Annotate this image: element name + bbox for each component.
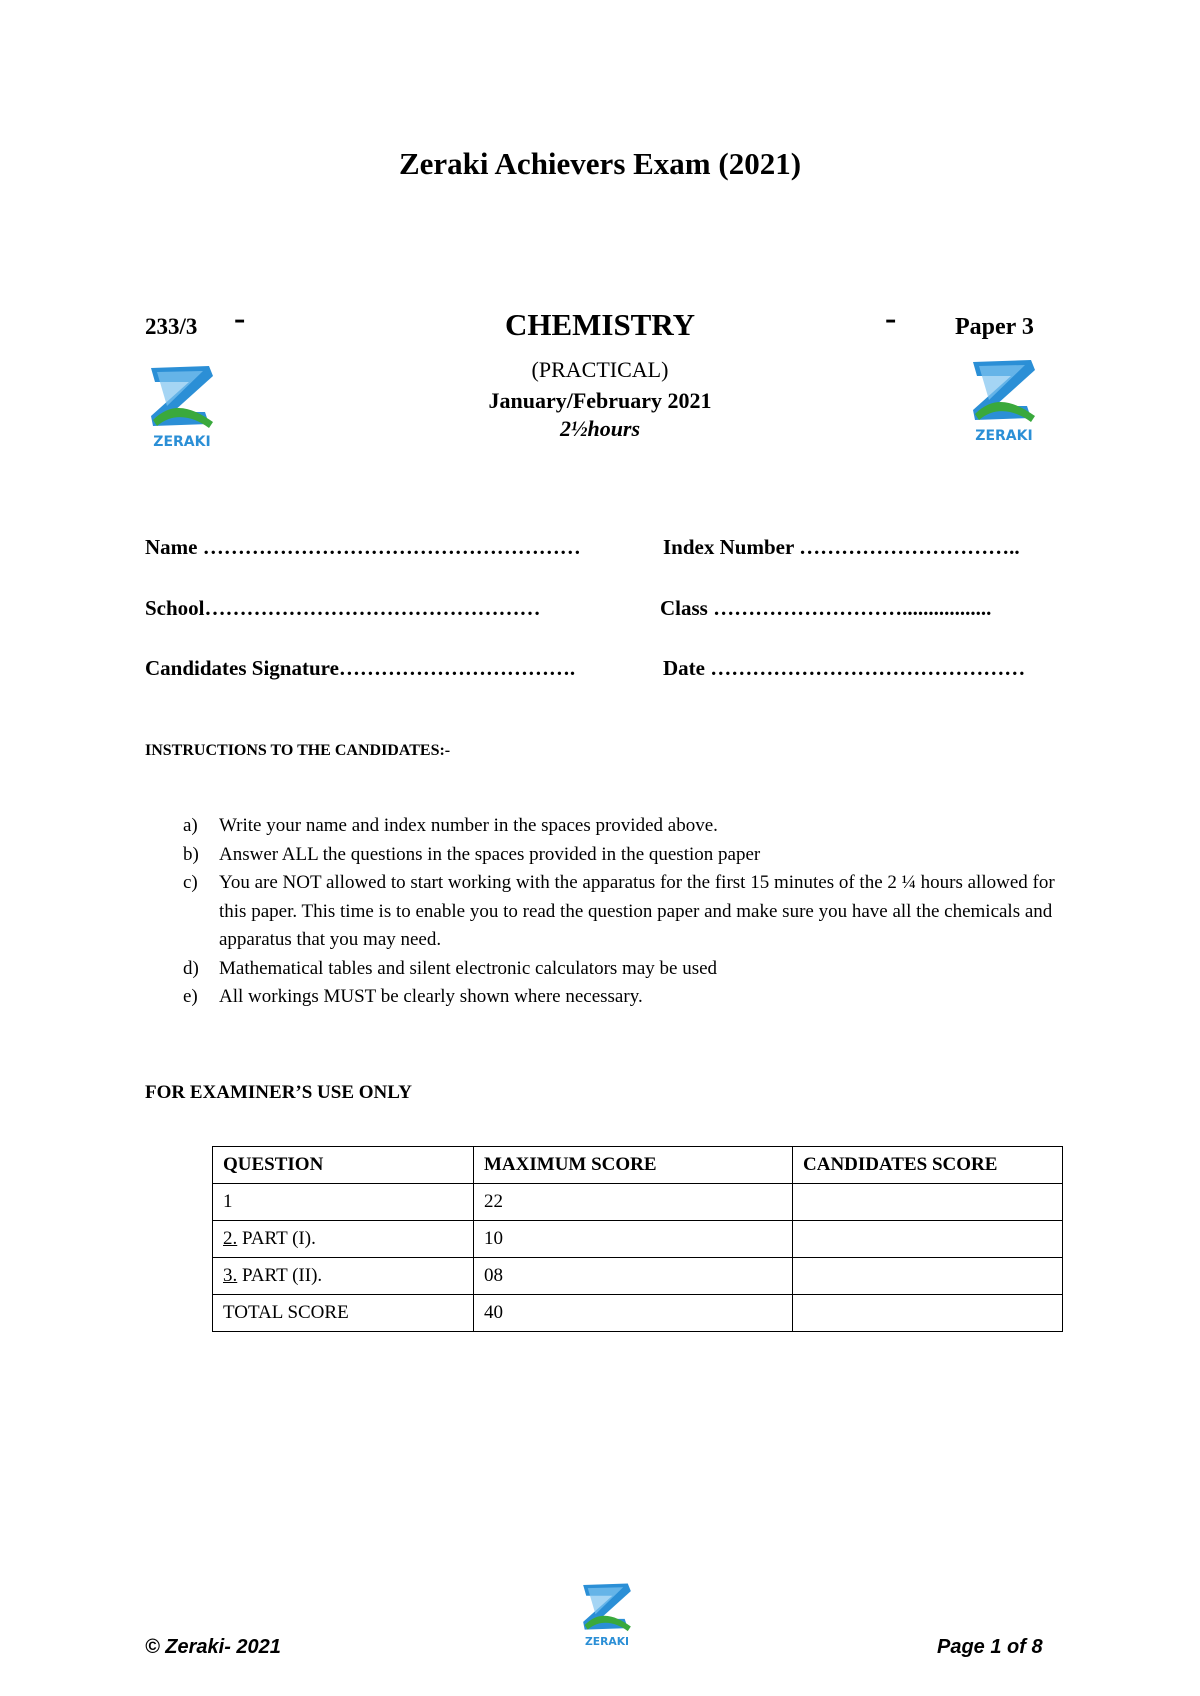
exam-title: Zeraki Achievers Exam (2021) bbox=[398, 146, 802, 181]
exam-duration: 2½hours bbox=[559, 416, 641, 441]
question-cell bbox=[213, 1221, 474, 1258]
copyright: © Zeraki- 2021 bbox=[145, 1636, 281, 1658]
table-row bbox=[213, 1258, 1063, 1295]
item-letter: e) bbox=[183, 986, 198, 1007]
item-text: Write your name and index number in the spaces provided above. bbox=[219, 815, 718, 836]
item-text: Answer ALL the questions in the spaces provided in the question paper bbox=[219, 843, 761, 865]
paper-code: 233/3 bbox=[145, 314, 198, 339]
candidate-score-cell[interactable] bbox=[793, 1258, 1063, 1295]
list-item bbox=[183, 955, 1063, 984]
list-item bbox=[183, 841, 1063, 870]
logo-text: ZERAKI bbox=[153, 434, 211, 450]
max-score-cell: 40 bbox=[474, 1295, 793, 1332]
max-score-cell: 22 bbox=[474, 1184, 793, 1221]
max-score-cell: 08 bbox=[474, 1258, 793, 1295]
table-row bbox=[213, 1221, 1063, 1258]
question-cell bbox=[213, 1295, 474, 1332]
question-part: PART (II). bbox=[237, 1265, 323, 1286]
separator-dash: - bbox=[885, 300, 897, 337]
column-header: CANDIDATES SCORE bbox=[793, 1147, 1063, 1184]
item-letter: d) bbox=[183, 957, 199, 979]
instructions-heading: INSTRUCTIONS TO THE CANDIDATES:- bbox=[145, 742, 451, 759]
candidate-score-cell[interactable] bbox=[793, 1184, 1063, 1221]
signature-field[interactable]: Candidates Signature……………………………. bbox=[145, 656, 576, 680]
logo-text: ZERAKI bbox=[584, 1635, 630, 1648]
examiner-heading: FOR EXAMINER’S USE ONLY bbox=[145, 1082, 412, 1103]
candidate-score-cell[interactable] bbox=[793, 1295, 1063, 1332]
item-letter: c) bbox=[183, 872, 198, 893]
class-field[interactable]: Class ………………………................. bbox=[660, 596, 992, 620]
paper-number: Paper 3 bbox=[955, 314, 1034, 340]
page-number: Page 1 of 8 bbox=[937, 1636, 1043, 1658]
zeraki-logo bbox=[965, 356, 1043, 446]
question-number: TOTAL SCORE bbox=[223, 1302, 349, 1323]
logo-text: ZERAKI bbox=[975, 428, 1033, 444]
score-table bbox=[212, 1146, 1063, 1332]
item-text: Mathematical tables and silent electronic calculators may be used bbox=[219, 957, 718, 979]
list-item bbox=[183, 983, 1063, 1012]
table-row bbox=[213, 1184, 1063, 1221]
column-header: QUESTION bbox=[213, 1147, 474, 1184]
school-field[interactable]: School………………………………………… bbox=[145, 596, 541, 620]
table-header-row bbox=[213, 1147, 1063, 1184]
index-number-field[interactable]: Index Number ………………………….. bbox=[663, 535, 1020, 559]
instructions-list bbox=[183, 812, 1063, 1012]
zeraki-logo bbox=[577, 1580, 637, 1650]
question-number: 3. bbox=[223, 1265, 238, 1286]
question-part: PART (I). bbox=[237, 1228, 316, 1249]
list-item bbox=[183, 869, 1063, 955]
question-cell bbox=[213, 1258, 474, 1295]
date-field[interactable]: Date ……………………………………… bbox=[663, 656, 1026, 680]
candidate-score-cell[interactable] bbox=[793, 1221, 1063, 1258]
item-text: You are NOT allowed to start working with the apparatus for the first 15 minutes of the 2 ¼ hours allowed for this paper. This time is to enable you to read the question paper and make sure you have all the chemicals and apparatus that you may need. bbox=[219, 872, 1055, 950]
list-item bbox=[183, 812, 1063, 841]
name-field[interactable]: Name ……………………………………………… bbox=[145, 535, 581, 559]
paper-type: (PRACTICAL) bbox=[531, 357, 669, 382]
question-cell bbox=[213, 1184, 474, 1221]
column-header: MAXIMUM SCORE bbox=[474, 1147, 793, 1184]
zeraki-logo bbox=[143, 362, 221, 452]
max-score-cell: 10 bbox=[474, 1221, 793, 1258]
exam-date: January/February 2021 bbox=[488, 388, 712, 413]
item-letter: b) bbox=[183, 843, 199, 865]
item-text: All workings MUST be clearly shown where necessary. bbox=[219, 986, 643, 1007]
subject-title: CHEMISTRY bbox=[504, 307, 696, 342]
table-row bbox=[213, 1295, 1063, 1332]
question-number: 2. bbox=[223, 1228, 238, 1249]
question-number: 1 bbox=[223, 1191, 233, 1212]
separator-dash: - bbox=[234, 300, 246, 337]
item-letter: a) bbox=[183, 815, 198, 836]
